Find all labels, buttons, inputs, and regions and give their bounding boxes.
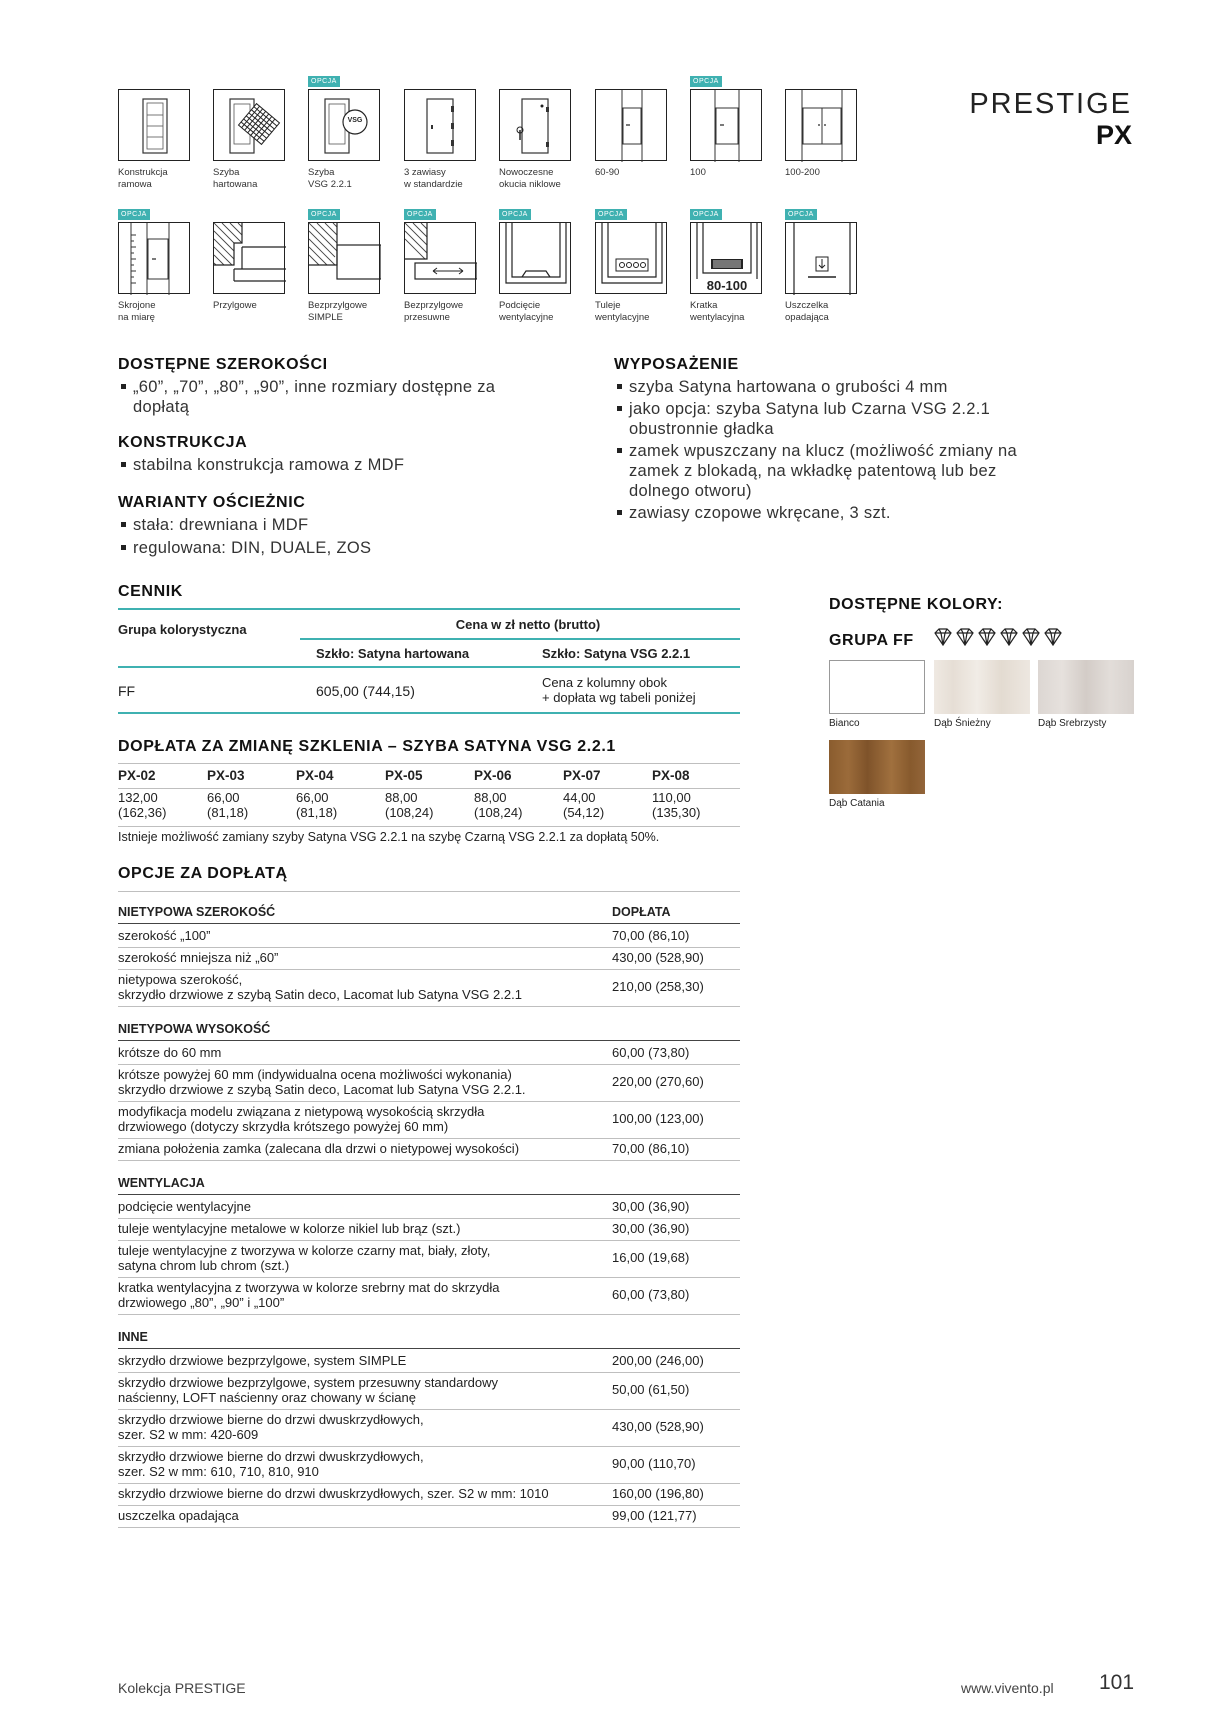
price-column-header: DOPŁATA bbox=[612, 905, 671, 919]
table-row bbox=[118, 1197, 740, 1218]
option-badge: OPCJA bbox=[595, 209, 627, 220]
swatch-label: Bianco bbox=[829, 718, 860, 729]
non-rebated-simple-icon bbox=[308, 222, 380, 294]
feature-caption: Konstrukcja ramowa bbox=[118, 167, 168, 190]
table-row bbox=[118, 1506, 740, 1527]
option-badge: OPCJA bbox=[499, 209, 531, 220]
feature-caption: Nowoczesne okucia niklowe bbox=[499, 167, 561, 190]
option-badge: OPCJA bbox=[308, 76, 340, 87]
table-row bbox=[118, 1102, 740, 1138]
swatch-label: Dąb Catania bbox=[829, 798, 885, 809]
equipment-list bbox=[614, 377, 1019, 523]
custom-size-icon bbox=[118, 222, 190, 294]
feature-frame-construction bbox=[118, 89, 204, 190]
table-row bbox=[118, 1278, 740, 1314]
list-item: stabilna konstrukcja ramowa z MDF bbox=[118, 455, 548, 475]
option-badge: OPCJA bbox=[118, 209, 150, 220]
ventilation-sleeves-icon bbox=[595, 222, 667, 294]
feature-non-rebated-simple bbox=[308, 211, 394, 323]
feature-caption: Bezprzylgowe przesuwne bbox=[404, 300, 464, 323]
section-title: NIETYPOWA SZEROKOŚĆ bbox=[118, 905, 276, 919]
list-item: jako opcja: szyba Satyna lub Czarna VSG 2.2.1 obustronnie gładka bbox=[614, 399, 1019, 439]
option-badge: OPCJA bbox=[404, 209, 436, 220]
divider bbox=[118, 891, 740, 892]
row-price: 100,00 (123,00) bbox=[612, 1111, 704, 1126]
construction-list bbox=[118, 455, 548, 475]
feature-ventilation-undercut bbox=[499, 211, 585, 323]
table-row bbox=[118, 1373, 740, 1409]
vsg-label: VSG bbox=[347, 117, 363, 124]
frames-list bbox=[118, 515, 548, 558]
feature-custom-size bbox=[118, 211, 204, 323]
table-row bbox=[118, 970, 740, 1006]
feature-caption: 60-90 bbox=[595, 167, 620, 178]
model-col: PX-08 110,00 (135,30) bbox=[652, 768, 701, 820]
widths-list bbox=[118, 377, 538, 417]
feature-caption: Bezprzylgowe SIMPLE bbox=[308, 300, 368, 323]
section-title: INNE bbox=[118, 1330, 148, 1344]
row-label: nietypowa szerokość, skrzydło drzwiowe z szybą Satin deco, Lacomat lub Satyna VSG 2.2.1 bbox=[118, 972, 522, 1002]
feature-three-hinges bbox=[404, 89, 490, 190]
row-label: podcięcie wentylacyjne bbox=[118, 1199, 251, 1214]
row-label: skrzydło drzwiowe bierne do drzwi dwuskrzydłowych, szer. S2 w mm: 610, 710, 810, 910 bbox=[118, 1449, 424, 1479]
feature-drop-seal bbox=[785, 211, 871, 323]
glass-surcharge-heading: DOPŁATA ZA ZMIANĘ SZKLENIA – SZYBA SATYNA VSG 2.2.1 bbox=[118, 738, 616, 755]
feature-caption: Przylgowe bbox=[213, 300, 257, 311]
divider bbox=[118, 923, 740, 924]
table-row bbox=[118, 1351, 740, 1372]
ventilation-grille-icon bbox=[690, 222, 762, 294]
model-col: PX-04 66,00 (81,18) bbox=[296, 768, 338, 820]
brand-title bbox=[969, 88, 1132, 150]
feature-non-rebated-sliding bbox=[404, 211, 490, 323]
diamond-icon bbox=[1023, 629, 1039, 645]
divider bbox=[118, 1527, 740, 1528]
row-price: 220,00 (270,60) bbox=[612, 1074, 704, 1089]
diamond-icon bbox=[957, 629, 973, 645]
divider bbox=[118, 1006, 740, 1007]
row-label: modyfikacja modelu związana z nietypową wysokością skrzydła drzwiowego (dotyczy skrzydła krótszego powyżej 60 mm) bbox=[118, 1104, 485, 1134]
divider bbox=[118, 712, 740, 714]
feature-caption: Szyba hartowana bbox=[213, 167, 258, 190]
option-badge: OPCJA bbox=[690, 209, 722, 220]
row-label: krótsze do 60 mm bbox=[118, 1045, 222, 1060]
row-price: 30,00 (36,90) bbox=[612, 1199, 690, 1214]
feature-tempered-glass bbox=[213, 89, 299, 190]
row-price: 60,00 (73,80) bbox=[612, 1287, 690, 1302]
non-rebated-sliding-icon bbox=[404, 222, 476, 294]
feature-caption: Skrojone na miarę bbox=[118, 300, 156, 323]
divider bbox=[118, 1348, 740, 1349]
swatch-dab-srebrzysty[interactable] bbox=[1038, 660, 1134, 714]
col-a-header: Szkło: Satyna hartowana bbox=[316, 646, 470, 661]
row-price: 160,00 (196,80) bbox=[612, 1486, 704, 1501]
table-row bbox=[118, 1447, 740, 1483]
divider bbox=[118, 826, 740, 827]
rebated-icon bbox=[213, 222, 285, 294]
row-price: 99,00 (121,77) bbox=[612, 1508, 697, 1523]
section-title: NIETYPOWA WYSOKOŚĆ bbox=[118, 1022, 271, 1036]
model-col: PX-03 66,00 (81,18) bbox=[207, 768, 249, 820]
price-level-diamonds bbox=[932, 628, 1067, 653]
feature-caption: 3 zawiasy w standardzie bbox=[404, 167, 463, 190]
table-row bbox=[118, 1043, 740, 1064]
spec-right bbox=[614, 355, 1034, 523]
ventilation-undercut-icon bbox=[499, 222, 571, 294]
vsg-glass-icon bbox=[308, 89, 380, 161]
table-row bbox=[118, 948, 740, 969]
row-price: 90,00 (110,70) bbox=[612, 1456, 696, 1471]
list-item: zawiasy czopowe wkręcane, 3 szt. bbox=[614, 503, 1019, 523]
divider bbox=[118, 608, 740, 610]
width-100-200-icon bbox=[785, 89, 857, 161]
feature-caption: Uszczelka opadająca bbox=[785, 300, 829, 323]
price-b: Cena z kolumny obok + dopłata wg tabeli poniżej bbox=[542, 675, 696, 705]
spec-left bbox=[118, 355, 548, 558]
option-badge: OPCJA bbox=[690, 76, 722, 87]
table-row bbox=[118, 926, 740, 947]
swatch-bianco[interactable] bbox=[829, 660, 925, 714]
model-col: PX-02 132,00 (162,36) bbox=[118, 768, 167, 820]
diamond-icon bbox=[935, 629, 951, 645]
divider bbox=[118, 1194, 740, 1195]
table-row bbox=[118, 1219, 740, 1240]
price-a: 605,00 (744,15) bbox=[316, 683, 415, 699]
swatch-label: Dąb Srebrzysty bbox=[1038, 718, 1107, 729]
width-60-90-icon bbox=[595, 89, 667, 161]
table-row bbox=[118, 1139, 740, 1160]
feature-ventilation-sleeves bbox=[595, 211, 681, 323]
divider bbox=[118, 1040, 740, 1041]
color-group-label: GRUPA FF bbox=[829, 632, 914, 649]
feature-caption: Tuleje wentylacyjne bbox=[595, 300, 650, 323]
section-title: WENTYLACJA bbox=[118, 1176, 205, 1190]
row-label: kratka wentylacyjna z tworzywa w kolorze srebrny mat do skrzydła drzwiowego „80”, „90” i „100” bbox=[118, 1280, 500, 1310]
drop-seal-icon bbox=[785, 222, 857, 294]
row-price: 430,00 (528,90) bbox=[612, 950, 704, 965]
row-label: krótsze powyżej 60 mm (indywidualna ocena możliwości wykonania) skrzydło drzwiowe z szybą Satin deco, Lacomat lub Satyna VSG 2.2.1. bbox=[118, 1067, 526, 1097]
list-item: stała: drewniana i MDF bbox=[118, 515, 548, 535]
row-label: skrzydło drzwiowe bierne do drzwi dwuskrzydłowych, szer. S2 w mm: 420-609 bbox=[118, 1412, 424, 1442]
option-badge: OPCJA bbox=[308, 209, 340, 220]
list-item: szyba Satyna hartowana o grubości 4 mm bbox=[614, 377, 1019, 397]
grille-size-label: 80-100 bbox=[706, 278, 748, 293]
divider bbox=[300, 638, 740, 640]
colors-heading: DOSTĘPNE KOLORY: bbox=[829, 596, 1004, 613]
row-label: uszczelka opadająca bbox=[118, 1508, 239, 1523]
swatch-dab-catania[interactable] bbox=[829, 740, 925, 794]
equipment-heading: WYPOSAŻENIE bbox=[614, 356, 739, 373]
row-label: skrzydło drzwiowe bezprzylgowe, system SIMPLE bbox=[118, 1353, 407, 1368]
row-label: tuleje wentylacyjne metalowe w kolorze nikiel lub brąz (szt.) bbox=[118, 1221, 461, 1236]
col-price-header: Cena w zł netto (brutto) bbox=[455, 617, 601, 632]
swatch-dab-snieżny[interactable] bbox=[934, 660, 1030, 714]
table-row bbox=[118, 1241, 740, 1277]
swatch-label: Dąb Śnieżny bbox=[934, 718, 991, 729]
list-item: regulowana: DIN, DUALE, ZOS bbox=[118, 538, 548, 558]
collection-name: PRESTIGE bbox=[969, 88, 1132, 120]
list-item: zamek wpuszczany na klucz (możliwość zmiany na zamek z blokadą, na wkładkę patentową lub bez dolnego otworu) bbox=[614, 441, 1019, 501]
feature-width-100 bbox=[690, 78, 776, 179]
feature-caption: Szyba VSG 2.2.1 bbox=[308, 167, 352, 190]
row-price: 430,00 (528,90) bbox=[612, 1419, 704, 1434]
feature-nickel-fittings bbox=[499, 89, 585, 190]
row-price: 70,00 (86,10) bbox=[612, 1141, 690, 1156]
col-b-header: Szkło: Satyna VSG 2.2.1 bbox=[542, 646, 691, 661]
row-price: 50,00 (61,50) bbox=[612, 1382, 690, 1397]
page-number: 101 bbox=[1099, 1671, 1135, 1694]
frames-heading: WARIANTY OŚCIEŻNIC bbox=[118, 494, 306, 511]
width-100-icon bbox=[690, 89, 762, 161]
nickel-fittings-icon bbox=[499, 89, 571, 161]
row-price: 200,00 (246,00) bbox=[612, 1353, 704, 1368]
feature-ventilation-grille bbox=[690, 211, 776, 323]
row-price: 60,00 (73,80) bbox=[612, 1045, 690, 1060]
table-row bbox=[118, 1065, 740, 1101]
divider bbox=[118, 1314, 740, 1315]
feature-caption: Kratka wentylacyjna bbox=[690, 300, 745, 323]
table-row bbox=[118, 1410, 740, 1446]
row-label: szerokość mniejsza niż „60” bbox=[118, 950, 279, 965]
diamond-icon bbox=[979, 629, 995, 645]
row-label: skrzydło drzwiowe bezprzylgowe, system przesuwny standardowy naścienny, LOFT naścienny oraz chowany w ścianę bbox=[118, 1375, 499, 1405]
model-name: PX bbox=[1095, 120, 1132, 150]
row-price: 210,00 (258,30) bbox=[612, 979, 704, 994]
footer-website[interactable]: www.vivento.pl bbox=[961, 1680, 1054, 1696]
price-group: FF bbox=[118, 683, 136, 699]
feature-caption: 100 bbox=[690, 167, 706, 178]
col-group-header: Grupa kolorystyczna bbox=[118, 622, 247, 637]
row-label: szerokość „100” bbox=[118, 928, 211, 943]
construction-heading: KONSTRUKCJA bbox=[118, 434, 248, 451]
frame-construction-icon bbox=[118, 89, 190, 161]
footer-collection: Kolekcja PRESTIGE bbox=[118, 1680, 246, 1696]
option-badge: OPCJA bbox=[785, 209, 817, 220]
feature-width-100-200 bbox=[785, 89, 871, 179]
pricelist-heading: CENNIK bbox=[118, 583, 183, 600]
divider bbox=[118, 788, 740, 789]
tempered-glass-icon bbox=[213, 89, 285, 161]
feature-rebated bbox=[213, 222, 299, 312]
model-col: PX-06 88,00 (108,24) bbox=[474, 768, 523, 820]
glass-note: Istnieje możliwość zamiany szyby Satyna VSG 2.2.1 na szybę Czarną VSG 2.2.1 za dopłatą 50%. bbox=[118, 830, 660, 844]
row-price: 30,00 (36,90) bbox=[612, 1221, 690, 1236]
feature-caption: 100-200 bbox=[785, 167, 820, 178]
diamond-icon bbox=[1001, 629, 1017, 645]
divider bbox=[118, 763, 740, 764]
list-item: „60”, „70”, „80”, „90”, inne rozmiary dostępne za dopłatą bbox=[118, 377, 538, 417]
model-col: PX-07 44,00 (54,12) bbox=[563, 768, 605, 820]
widths-heading: DOSTĘPNE SZEROKOŚCI bbox=[118, 356, 328, 373]
feature-caption: Podcięcie wentylacyjne bbox=[499, 300, 554, 323]
row-price: 16,00 (19,68) bbox=[612, 1250, 690, 1265]
options-heading: OPCJE ZA DOPŁATĄ bbox=[118, 865, 288, 882]
diamond-icon bbox=[1045, 629, 1061, 645]
feature-width-60-90 bbox=[595, 89, 681, 179]
three-hinges-icon bbox=[404, 89, 476, 161]
row-label: tuleje wentylacyjne z tworzywa w kolorze czarny mat, biały, złoty, satyna chrom lub chrom (szt.) bbox=[118, 1243, 491, 1273]
model-col: PX-05 88,00 (108,24) bbox=[385, 768, 434, 820]
table-row bbox=[118, 1484, 740, 1505]
row-label: skrzydło drzwiowe bierne do drzwi dwuskrzydłowych, szer. S2 w mm: 1010 bbox=[118, 1486, 549, 1501]
divider bbox=[118, 666, 740, 668]
row-price: 70,00 (86,10) bbox=[612, 928, 690, 943]
feature-vsg-glass bbox=[308, 78, 394, 190]
row-label: zmiana położenia zamka (zalecana dla drzwi o nietypowej wysokości) bbox=[118, 1141, 520, 1156]
divider bbox=[118, 1160, 740, 1161]
